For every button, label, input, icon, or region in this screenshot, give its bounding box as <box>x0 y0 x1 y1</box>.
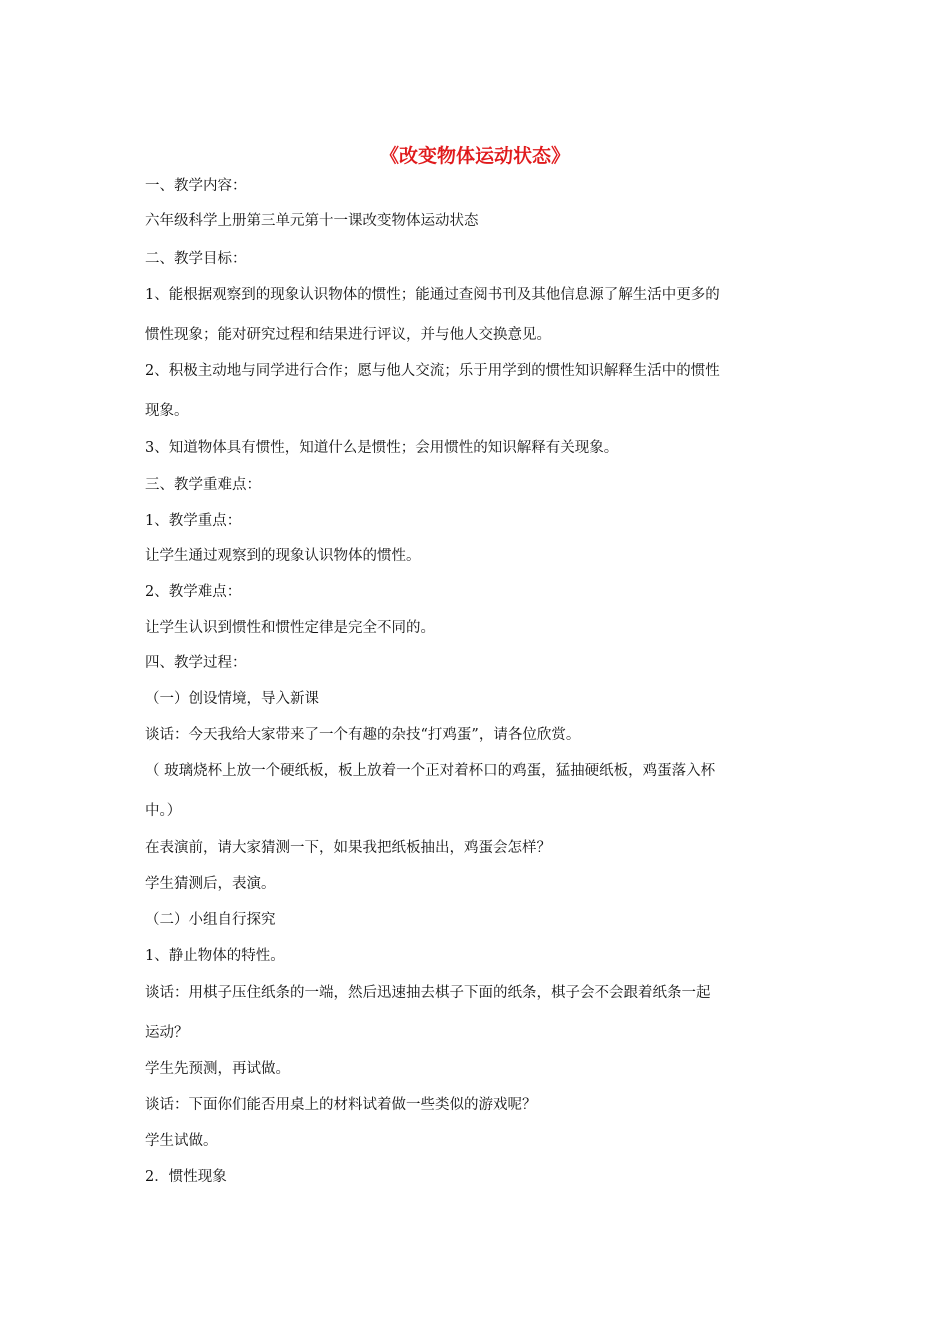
key-point-heading: 1、教学重点： <box>145 513 242 529</box>
goal-2-line-1: 2、积极主动地与同学进行合作；愿与他人交流；乐于用学到的惯性知识解释生活中的惯性 <box>145 363 720 379</box>
section-heading-process: 四、教学过程： <box>145 655 247 671</box>
demo-line-2: 中。） <box>145 803 182 819</box>
section-heading-content: 一、教学内容： <box>145 178 247 194</box>
static-object-heading: 1、静止物体的特性。 <box>145 948 285 964</box>
difficulty-heading: 2、教学难点： <box>145 584 242 600</box>
talk-3: 谈话：下面你们能否用桌上的材料试着做一些类似的游戏呢？ <box>145 1097 537 1113</box>
talk-2-line-1: 谈话：用棋子压住纸条的一端，然后迅速抽去棋子下面的纸条，棋子会不会跟着纸条一起 <box>145 985 711 1001</box>
inertia-heading: 2．惯性现象 <box>145 1169 227 1185</box>
difficulty-text: 让学生认识到惯性和惯性定律是完全不同的。 <box>145 620 435 636</box>
key-point-text: 让学生通过观察到的现象认识物体的惯性。 <box>145 548 421 564</box>
document-title: 《改变物体运动状态》 <box>379 145 570 167</box>
perform-text: 学生猜测后，表演。 <box>145 876 276 892</box>
goal-1-line-1: 1、能根据观察到的现象认识物体的惯性；能通过查阅书刊及其他信息源了解生活中更多的 <box>145 287 720 303</box>
goal-3: 3、知道物体具有惯性，知道什么是惯性；会用惯性的知识解释有关现象。 <box>145 440 619 456</box>
goal-2-line-2: 现象。 <box>145 403 189 419</box>
part-2-heading: （二）小组自行探究 <box>145 912 276 928</box>
predict-text: 学生先预测，再试做。 <box>145 1061 290 1077</box>
talk-1: 谈话：今天我给大家带来了一个有趣的杂技“打鸡蛋”，请各位欣赏。 <box>145 727 581 743</box>
part-1-heading: （一）创设情境，导入新课 <box>145 691 319 707</box>
guess-text: 在表演前，请大家猜测一下，如果我把纸板抽出，鸡蛋会怎样？ <box>145 840 551 856</box>
try-text: 学生试做。 <box>145 1133 218 1149</box>
content-text: 六年级科学上册第三单元第十一课改变物体运动状态 <box>145 213 479 229</box>
section-heading-goals: 二、教学目标： <box>145 251 247 267</box>
talk-2-line-2: 运动？ <box>145 1025 189 1041</box>
goal-1-line-2: 惯性现象；能对研究过程和结果进行评议，并与他人交换意见。 <box>145 327 551 343</box>
section-heading-key-points: 三、教学重难点： <box>145 477 261 493</box>
demo-line-1: （ 玻璃烧杯上放一个硬纸板，板上放着一个正对着杯口的鸡蛋，猛抽硬纸板，鸡蛋落入杯 <box>145 763 716 779</box>
